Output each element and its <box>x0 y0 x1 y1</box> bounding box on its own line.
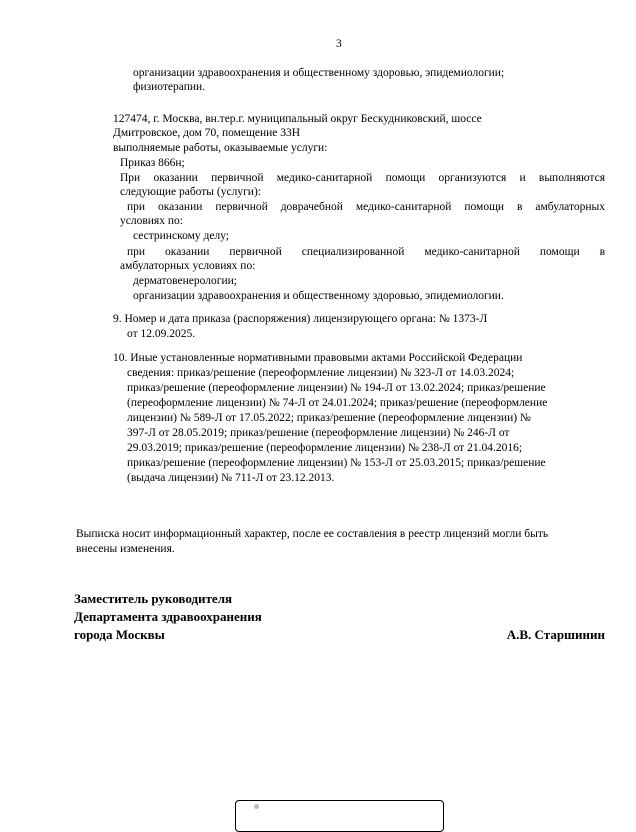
address-line-2: Дмитровское, дом 70, помещение 33Н <box>113 127 301 139</box>
item10-line-8: приказ/решение (переоформление лицензии) № 153-Л от 25.03.2015; приказ/решение <box>127 457 546 469</box>
order-name: Приказ 866н; <box>120 157 185 169</box>
item10-line-3: приказ/решение (переоформление лицензии) № 194-Л от 13.02.2024; приказ/решение <box>127 382 546 394</box>
signatory-title-line-1: Заместитель руководителя <box>74 591 233 606</box>
note-line-1: Выписка носит информационный характер, после ее составления в реестр лицензий могли быть <box>76 528 549 540</box>
item10-line-2: сведения: приказ/решение (переоформление лицензии) № 323-Л от 14.03.2024; <box>127 367 515 379</box>
works-heading: выполняемые работы, оказываемые услуги: <box>113 142 328 154</box>
specialized-line-2: амбулаторных условиях по: <box>120 260 256 272</box>
address-line-1: 127474, г. Москва, вн.тер.г. муниципальный округ Бескудниковский, шоссе <box>113 113 482 125</box>
org-health: организации здравоохранения и общественному здоровью, эпидемиологии. <box>133 290 504 302</box>
primary-care-line-1: При оказании первичной медико-санитарной помощи организуются и выполняются <box>120 172 605 184</box>
signatory-title-line-2: Департамента здравоохранения <box>74 609 262 624</box>
item9-line-1: 9. Номер и дата приказа (распоряжения) лицензирующего органа: № 1373-Л <box>113 313 488 325</box>
signatory-title-line-3: города Москвы <box>74 627 165 642</box>
stamp-mark-icon <box>254 804 259 809</box>
item10-line-1: 10. Иные установленные нормативными правовыми актами Российской Федерации <box>113 352 523 364</box>
specialized-line-1: при оказании первичной специализированной медико-санитарной помощи в <box>127 246 605 258</box>
item10-line-7: 29.03.2019; приказ/решение (переоформление лицензии) № 238-Л от 21.04.2016; <box>127 442 523 454</box>
prevrach-line-1: при оказании первичной доврачебной медико-санитарной помощи в амбулаторных <box>127 201 605 213</box>
item10-line-6: 397-Л от 28.05.2019; приказ/решение (переоформление лицензии) № 246-Л от <box>127 427 510 439</box>
dermato: дерматовенерологии; <box>133 275 237 287</box>
prevrach-line-2: условиях по: <box>120 215 183 227</box>
item10-line-4: (переоформление лицензии) № 74-Л от 24.01.2024; приказ/решение (переоформление <box>127 397 548 409</box>
note-line-2: внесены изменения. <box>76 543 175 555</box>
signatory-name: А.В. Старшинин <box>506 627 605 642</box>
top-block-line-1: организации здравоохранения и общественному здоровью, эпидемиологии; <box>133 67 505 79</box>
item10-line-5: лицензии) № 589-Л от 17.05.2022; приказ/решение (переоформление лицензии) № <box>127 412 531 424</box>
item9-line-2: от 12.09.2025. <box>127 328 196 340</box>
signature-stamp-box <box>235 800 444 832</box>
primary-care-line-2: следующие работы (услуги): <box>120 186 261 198</box>
nursing: сестринскому делу; <box>133 230 229 242</box>
page-number: 3 <box>336 38 342 50</box>
top-block-line-2: физиотерапии. <box>133 81 206 93</box>
item10-line-9: (выдача лицензии) № 711-Л от 23.12.2013. <box>127 472 335 484</box>
